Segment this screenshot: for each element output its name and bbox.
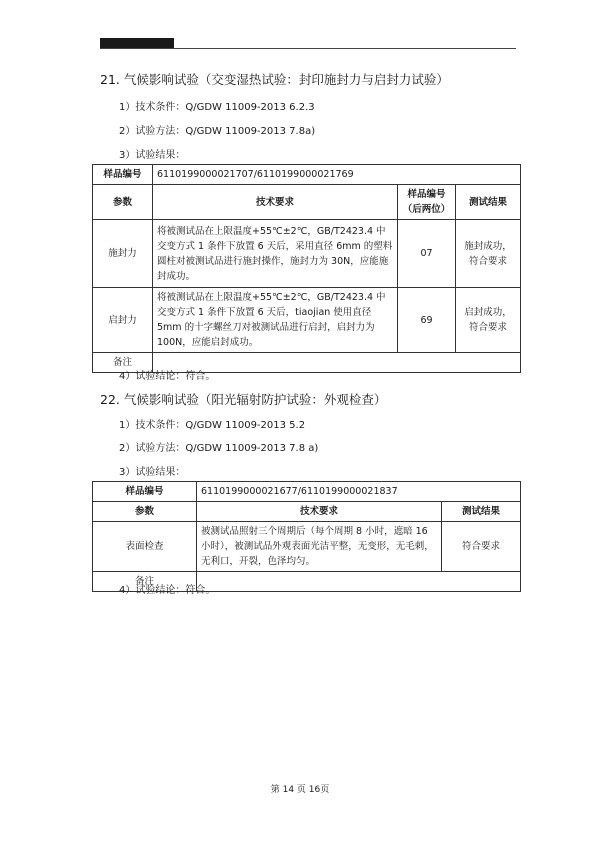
header-bar: [100, 38, 174, 48]
table-header-row: [93, 185, 521, 220]
section-21-conclusion: 4）试验结论：符合。: [119, 371, 216, 382]
row-param: 启封力: [93, 288, 153, 353]
remark-value: [197, 572, 521, 592]
table-row: [93, 288, 521, 353]
row-result: 启封成功，符合要求: [456, 288, 521, 353]
sample-label: 样品编号: [93, 165, 153, 185]
row-result: 符合要求: [442, 522, 521, 572]
row-sample: 69: [398, 288, 456, 353]
section-21-test-method: 2）试验方法：Q/GDW 11009-2013 7.8a): [119, 126, 316, 137]
table-row: [93, 220, 521, 288]
sample-value: 6110199000021677/6110199000021837: [197, 482, 521, 502]
sample-row: [93, 165, 521, 185]
section-22-test-method: 2）试验方法：Q/GDW 11009-2013 7.8 a): [119, 443, 319, 454]
col-sample: 样品编号（后两位）: [398, 185, 456, 220]
row-result: 施封成功，符合要求: [456, 220, 521, 288]
section-21-test-result-label: 3）试验结果：: [119, 150, 186, 161]
row-requirement: 被测试品照射三个周期后（每个周期 8 小时，遮暗 16 小时），被测试品外观表面光洁平整，无变形，无毛刺，无利口，开裂，色泽均匀。: [197, 522, 442, 572]
col-result: 测试结果: [456, 185, 521, 220]
sample-label: 样品编号: [93, 482, 197, 502]
remark-label: 备注: [93, 572, 197, 592]
col-result: 测试结果: [442, 502, 521, 522]
section-22-conclusion: 4）试验结论：符合。: [119, 585, 216, 596]
row-sample: 07: [398, 220, 456, 288]
section-22-title: 22. 气候影响试验（阳光辐射防护试验：外观检查）: [100, 392, 387, 407]
remark-label: 备注: [93, 353, 153, 373]
col-requirement: 技术要求: [197, 502, 442, 522]
header-rule: [100, 48, 516, 49]
section-21-title: 21. 气候影响试验（交变湿热试验：封印施封力与启封力试验）: [100, 72, 449, 87]
sample-value: 6110199000021707/6110199000021769: [153, 165, 521, 185]
col-requirement: 技术要求: [153, 185, 398, 220]
row-requirement: 将被测试品在上限温度+55℃±2℃，GB/T2423.4 中交变方式 1 条件下放置 6 天后，采用直径 6mm 的塑料圆柱对被测试品进行施封操作，施封力为 30N，应能施封成功。: [153, 220, 398, 288]
col-param: 参数: [93, 185, 153, 220]
table-row: [93, 522, 521, 572]
section-22-test-result-label: 3）试验结果：: [119, 467, 186, 478]
section-22-tech-condition: 1）技术条件：Q/GDW 11009-2013 5.2: [119, 420, 306, 431]
section-21-tech-condition: 1）技术条件：Q/GDW 11009-2013 6.2.3: [119, 102, 315, 113]
col-param: 参数: [93, 502, 197, 522]
table-header-row: [93, 502, 521, 522]
sample-row: [93, 482, 521, 502]
row-requirement: 将被测试品在上限温度+55℃±2℃，GB/T2423.4 中交变方式 1 条件下放置 6 天后，tiaojian 使用直径 5mm 的十字螺丝刀对被测试品进行启封，启封力为 100N，应能启封成功。: [153, 288, 398, 353]
row-param: 施封力: [93, 220, 153, 288]
page-footer: 第 14 页 16页: [270, 785, 330, 795]
section-22-result-table: [92, 481, 521, 592]
row-param: 表面检查: [93, 522, 197, 572]
section-21-result-table: [92, 164, 521, 373]
